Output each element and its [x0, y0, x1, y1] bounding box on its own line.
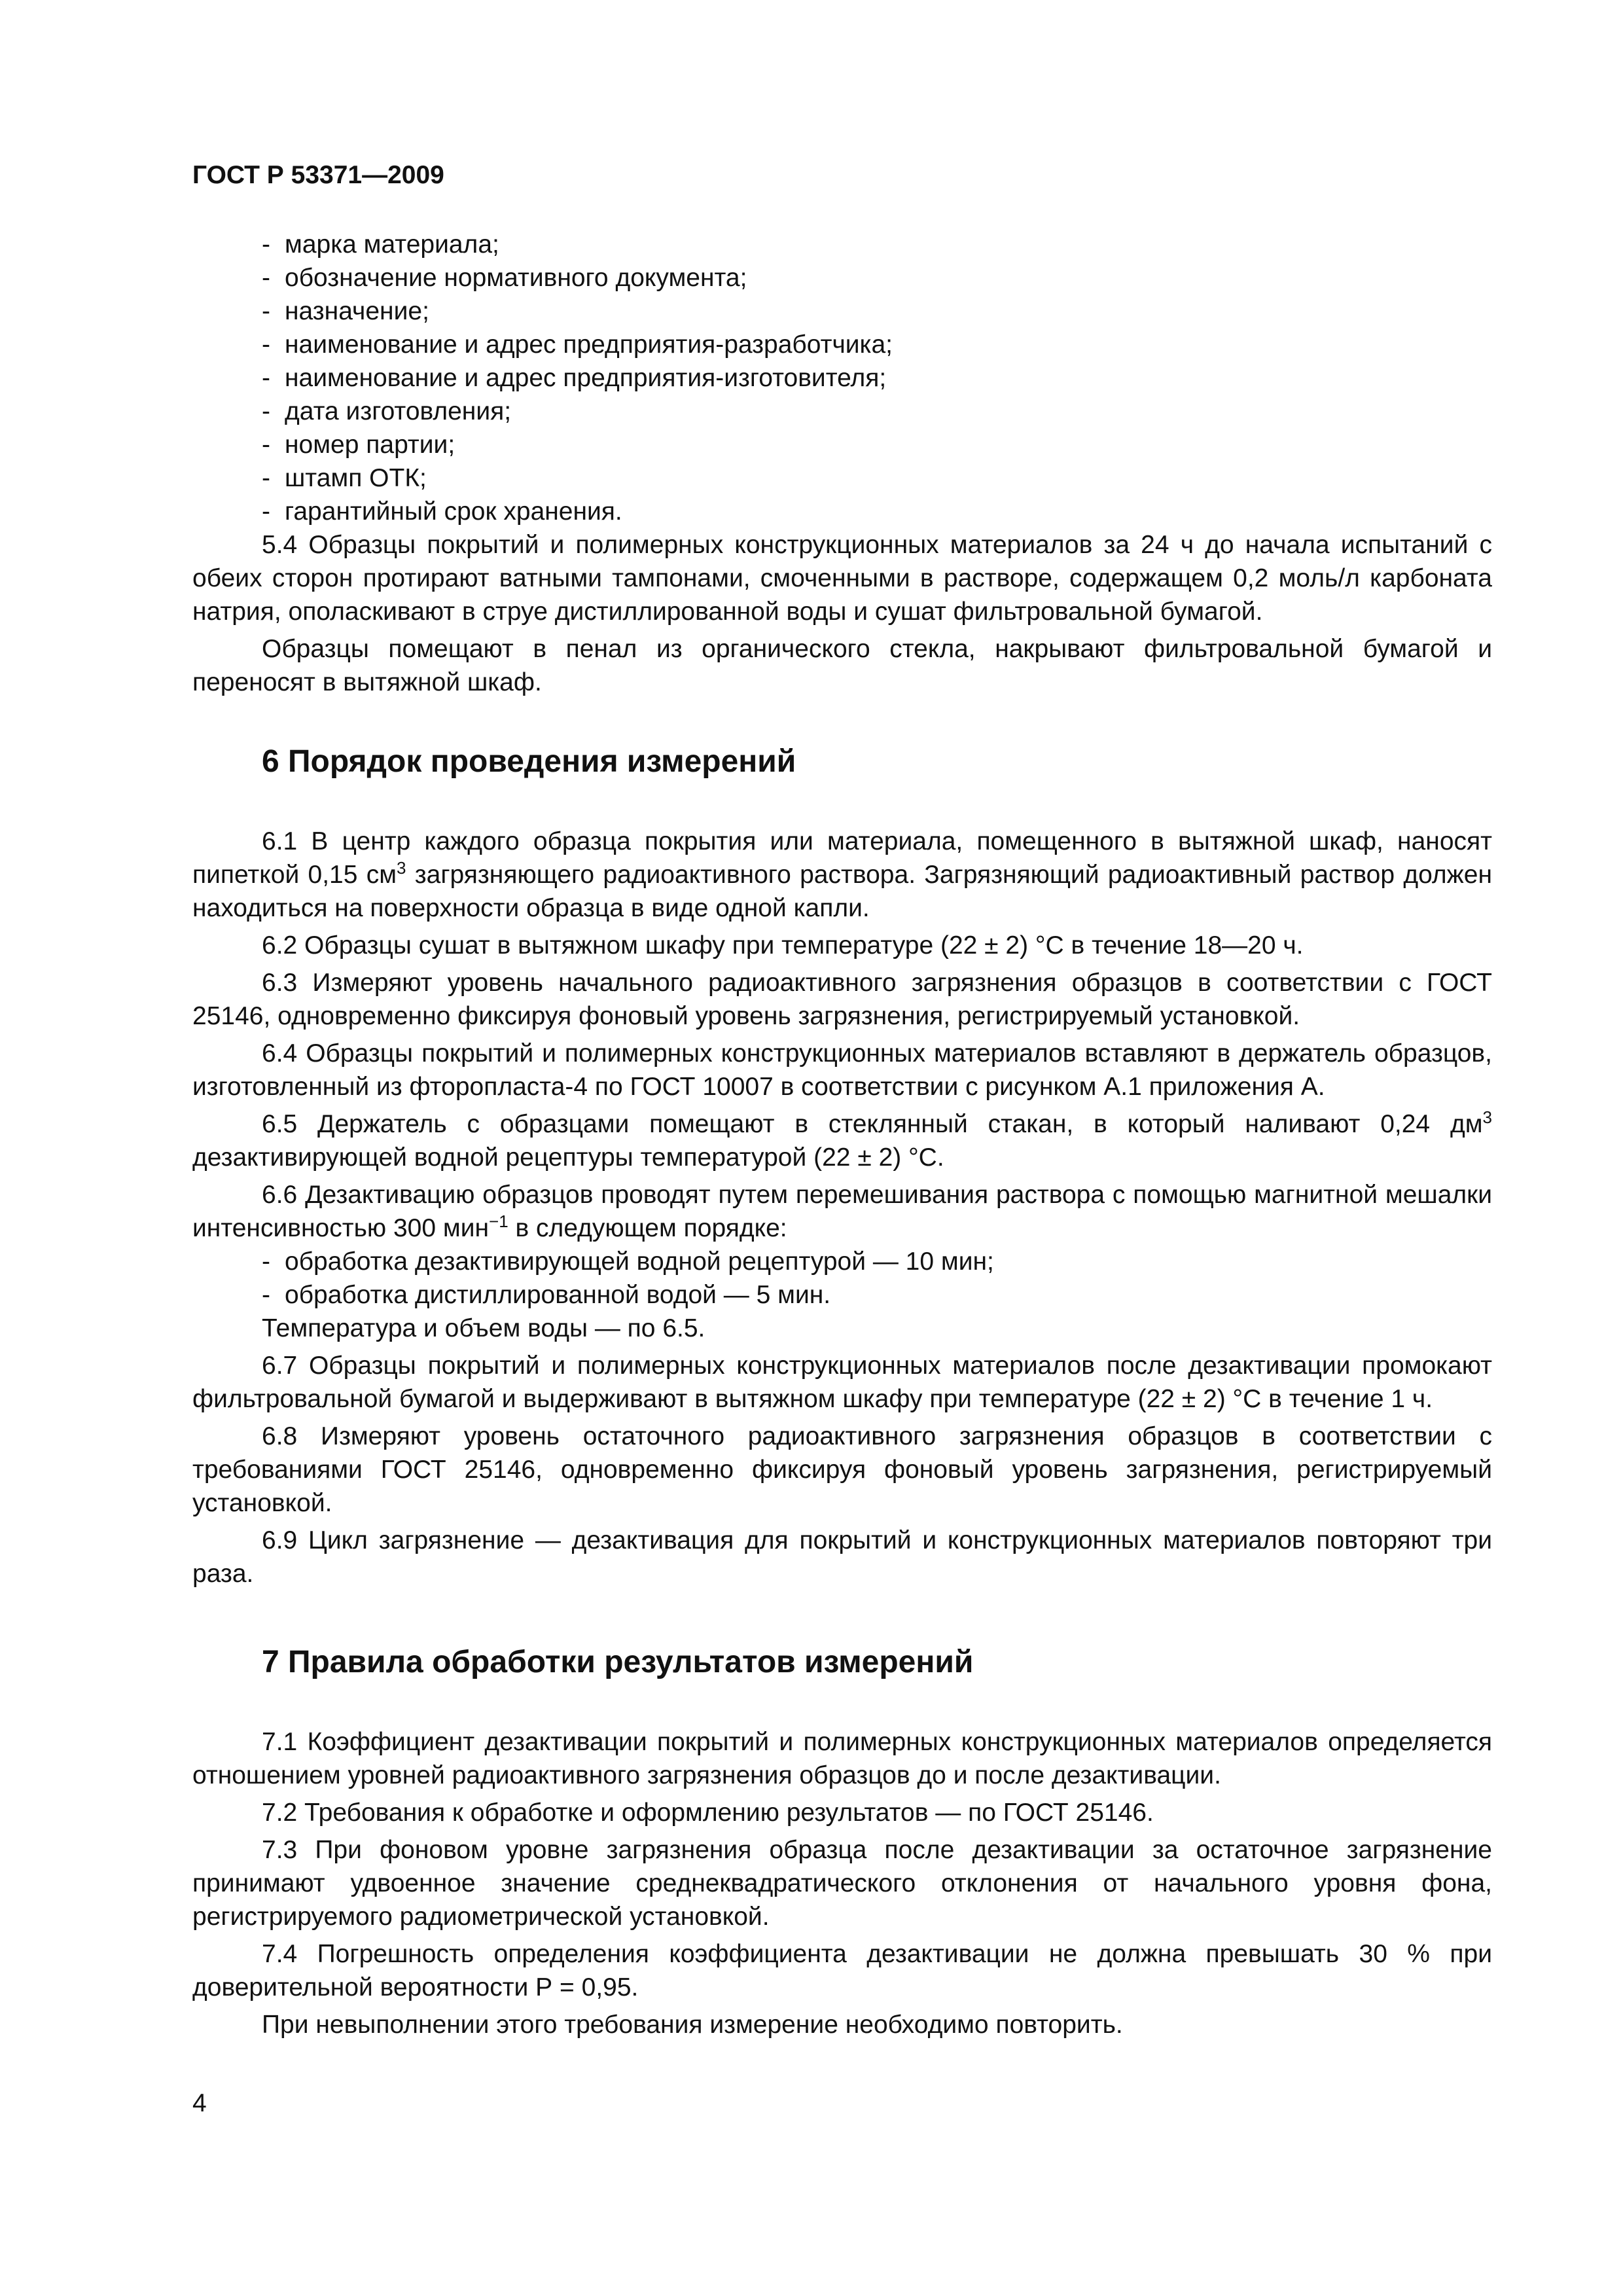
section-6-heading: 6 Порядок проведения измерений: [262, 744, 796, 779]
document-body: [192, 228, 1492, 2041]
list-item: - обработка дистиллированной водой — 5 мин.: [192, 1278, 1492, 1312]
page-number: 4: [192, 2089, 207, 2117]
paragraph-6-6-note: Температура и объем воды — по 6.5.: [262, 1314, 705, 1342]
paragraph-7-3: 7.3 При фоновом уровне загрязнения образца после дезактивации за остаточное загрязнение принимают удвоенное значение среднеквадратического отклонения от начального уровня фона, регистрируемого радиометрической установкой.: [192, 1836, 1492, 1931]
list-item: - наименование и адрес предприятия-изготовителя;: [192, 361, 1492, 395]
paragraph-5-4: 5.4 Образцы покрытий и полимерных конструкционных материалов за 24 ч до начала испытаний с обеих сторон протирают ватными тампонами, смоченными в растворе, содержащем 0,2 моль/л карбоната натрия, ополаскивают в струе дистиллированной воды и сушат фильтровальной бумагой.: [192, 531, 1492, 626]
list-item-text: марка материала;: [285, 230, 499, 259]
list-item-text: обозначение нормативного документа;: [285, 264, 747, 292]
list-item-text: обработка дезактивирующей водной рецептурой — 10 мин;: [285, 1247, 994, 1276]
list-item: - наименование и адрес предприятия-разработчика;: [192, 328, 1492, 361]
list-item: - назначение;: [192, 295, 1492, 328]
list-item-text: дата изготовления;: [285, 397, 512, 425]
list-item: - штамп ОТК;: [192, 461, 1492, 495]
decontamination-steps-list: [192, 1245, 1492, 1312]
paragraph-6-9: 6.9 Цикл загрязнение — дезактивация для покрытий и конструкционных материалов повторяют три раза.: [192, 1526, 1492, 1588]
paragraph-6-8: 6.8 Измеряют уровень остаточного радиоактивного загрязнения образцов в соответствии с требованиями ГОСТ 25146, одновременно фиксируя фоновый уровень загрязнения, регистрируемый установкой.: [192, 1422, 1492, 1517]
paragraph-6-1: 6.1 В центр каждого образца покрытия или материала, помещенного в вытяжной шкаф, наносят пипеткой 0,15 $см^3$ загрязняющего радиоактивного раствора. Загрязняющий радиоактивный раствор должен находиться на поверхности образца в виде одной капли.: [192, 827, 1492, 922]
document-header: ГОСТ Р 53371—2009: [192, 161, 444, 189]
paragraph-7-5: При невыполнении этого требования измерение необходимо повторить.: [262, 2011, 1123, 2039]
paragraph-7-2: 7.2 Требования к обработке и оформлению результатов — по ГОСТ 25146.: [262, 1799, 1154, 1827]
list-item: - гарантийный срок хранения.: [192, 495, 1492, 528]
list-item: - обозначение нормативного документа;: [192, 261, 1492, 295]
list-item-text: штамп ОТК;: [285, 464, 427, 492]
list-item-text: обработка дистиллированной водой — 5 мин.: [285, 1281, 831, 1309]
paragraph-6-7: 6.7 Образцы покрытий и полимерных конструкционных материалов после дезактивации промокают фильтровальной бумагой и выдерживают в вытяжном шкафу при температуре (22 ± 2) °С в течение 1 ч.: [192, 1352, 1492, 1413]
paragraph-5-4-continued: Образцы помещают в пенал из органического стекла, накрывают фильтровальной бумагой и переносят в вытяжной шкаф.: [192, 635, 1492, 696]
paragraph-6-2: 6.2 Образцы сушат в вытяжном шкафу при температуре (22 ± 2) °С в течение 18—20 ч.: [262, 931, 1304, 960]
list-item-text: назначение;: [285, 297, 429, 325]
paragraph-6-5: 6.5 Держатель с образцами помещают в стеклянный стакан, в который наливают 0,24 $дм^3$ дезактивирующей водной рецептуры температурой (22 ± 2) °С.: [192, 1107, 1492, 1172]
section-7-heading: 7 Правила обработки результатов измерений: [262, 1645, 974, 1679]
list-item-text: номер партии;: [285, 431, 455, 459]
paragraph-6-4: 6.4 Образцы покрытий и полимерных конструкционных материалов вставляют в держатель образцов, изготовленный из фторопласта-4 по ГОСТ 10007 в соответствии с рисунком А.1 приложения А.: [192, 1039, 1492, 1101]
paragraph-6-3: 6.3 Измеряют уровень начального радиоактивного загрязнения образцов в соответствии с ГОСТ 25146, одновременно фиксируя фоновый уровень загрязнения, регистрируемый установкой.: [192, 969, 1492, 1030]
list-item: - марка материала;: [192, 228, 1492, 261]
list-item-text: наименование и адрес предприятия-разработчика;: [285, 331, 893, 359]
list-item: - номер партии;: [192, 428, 1492, 461]
paragraph-7-1: 7.1 Коэффициент дезактивации покрытий и полимерных конструкционных материалов определяется отношением уровней радиоактивного загрязнения образцов до и после дезактивации.: [192, 1728, 1492, 1789]
marking-list: [192, 228, 1492, 528]
list-item: - обработка дезактивирующей водной рецептурой — 10 мин;: [192, 1245, 1492, 1278]
paragraph-6-6: 6.6 Дезактивацию образцов проводят путем перемешивания раствора с помощью магнитной мешалки интенсивностью 300 мин$^{-1}$ в следующем порядке:: [192, 1181, 1492, 1242]
list-item-text: наименование и адрес предприятия-изготовителя;: [285, 364, 887, 392]
list-item-text: гарантийный срок хранения.: [285, 497, 622, 526]
paragraph-7-4: 7.4 Погрешность определения коэффициента дезактивации не должна превышать 30 % при доверительной вероятности Р = 0,95.: [192, 1940, 1492, 2001]
list-item: - дата изготовления;: [192, 395, 1492, 428]
